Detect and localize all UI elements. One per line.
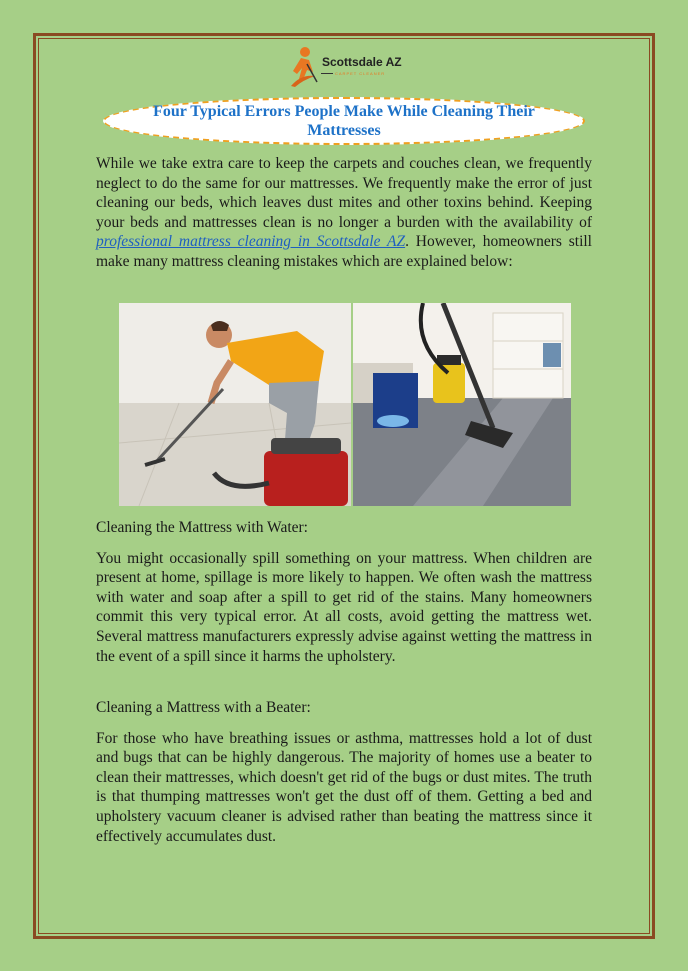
intro-text-1: While we take extra care to keep the carpets and couches clean, we frequently neglect to do the same for our mattresses. We frequently make the error of just cleaning our beds, which leaves dust mites and other toxins behind. Keeping your beds and mattresses clean is no longer a burden with the availability of [96,155,592,231]
vacuuming-carpet-photo [353,303,571,506]
man-vacuuming-floor-icon [119,303,351,506]
section-water [96,518,592,666]
scottsdale-logo[interactable] [287,46,417,90]
section-body: For those who have breathing issues or asthma, mattresses hold a lot of dust and bugs that can be highly dangerous. The majority of homes use a beater to clean their mattresses, which doesn't get rid of the bugs or dust mites. The truth is that thumping mattresses won't get the dust off of them. Getting a bed and upholstery vacuum cleaner is advised rather than beating the mattress since it effectively accumulates dust. [96,729,592,845]
mattress-cleaning-link[interactable]: professional mattress cleaning in Scottsdale AZ [96,233,406,251]
title-banner [103,97,585,145]
page-title: Four Typical Errors People Make While Cleaning Their Mattresses [153,103,535,139]
intro-text-2: . However, homeowners still make many mattress cleaning mistakes which are explained below: [96,233,592,270]
section-body: You might occasionally spill something on your mattress. When children are present at home, spillage is more likely to happen. We often wash the mattress with water and soap after a spill to get rid of the stains. Many homeowners commit this very typical error. At all costs, avoid getting the mattress wet. Several mattress manufacturers expressly advise against wetting the mattress in the event of a spill since it harms the upholstery. [96,549,592,665]
intro-paragraph [96,154,592,272]
photo-row [119,303,571,506]
intro-section [96,154,592,272]
man-vacuuming-floor-photo [119,303,351,506]
logo-figure-icon [287,46,319,88]
vacuuming-carpet-icon [353,303,571,506]
section-heading: Cleaning the Mattress with Water: [96,519,308,536]
section-heading: Cleaning a Mattress with a Beater: [96,699,311,716]
logo-brand-text: Scottsdale AZ [322,55,402,69]
logo-divider [321,73,333,74]
section-beater [96,698,592,846]
logo-tagline: CARPET CLEANER [335,71,386,76]
